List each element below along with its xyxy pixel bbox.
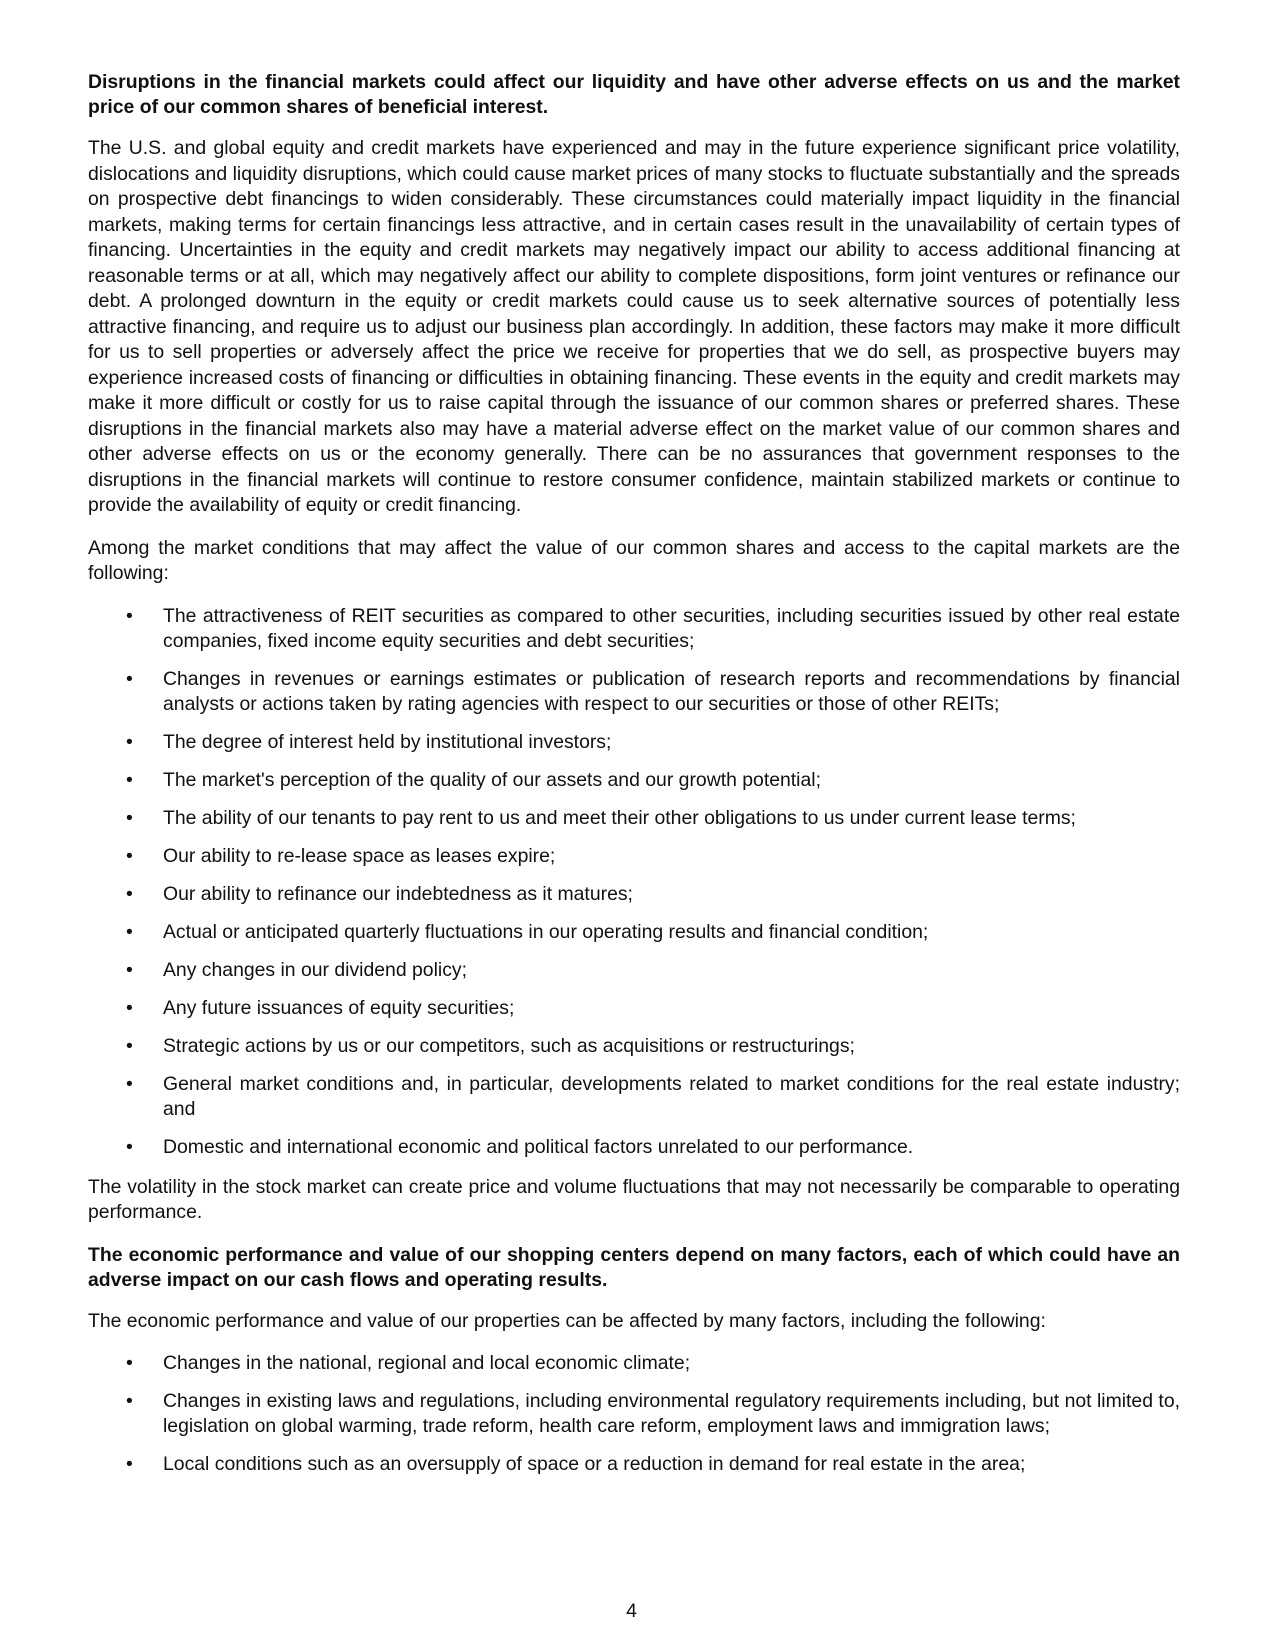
list-item — [88, 667, 1180, 717]
bullet-marker: • — [126, 920, 133, 943]
list-item-text: Changes in revenues or earnings estimates or publication of research reports and recommendations by financial analysts or actions taken by rating agencies with respect to our securities or those of other REITs; — [163, 667, 1180, 715]
list-item-text: General market conditions and, in particular, developments related to market conditions for the real estate industry; and — [163, 1072, 1180, 1120]
list-item — [88, 1351, 1180, 1376]
market-conditions-list — [88, 604, 1180, 1160]
list-item-text: Our ability to refinance our indebtedness as it matures; — [163, 882, 633, 905]
list-item-text: Local conditions such as an oversupply of space or a reduction in demand for real estate in the area; — [163, 1453, 1026, 1475]
list-item-text: Any changes in our dividend policy; — [163, 958, 467, 981]
list-item-text: Strategic actions by us or our competitors, such as acquisitions or restructurings; — [163, 1034, 855, 1057]
bullet-marker: • — [126, 1135, 133, 1158]
bullet-marker: • — [126, 1352, 133, 1374]
list-item — [88, 768, 1180, 793]
list-item-text: The market's perception of the quality of our assets and our growth potential; — [163, 768, 821, 791]
list-item — [88, 882, 1180, 907]
list-item-text: Actual or anticipated quarterly fluctuations in our operating results and financial condition; — [163, 920, 929, 943]
list-item-text: Our ability to re-lease space as leases expire; — [163, 844, 556, 867]
bullet-marker: • — [126, 730, 133, 753]
bullet-marker: • — [126, 667, 133, 690]
list-item-text: Changes in existing laws and regulations, including environmental regulatory requirements including, but not limited to, legislation on global warming, trade reform, health care reform, employment laws and immigration laws; — [163, 1390, 1180, 1437]
paragraph-economic-performance-intro: The economic performance and value of our properties can be affected by many factors, including the following: — [88, 1309, 1046, 1332]
list-item — [88, 996, 1180, 1021]
bullet-marker: • — [126, 1072, 133, 1095]
list-item — [88, 1452, 1180, 1477]
economic-factors-list — [88, 1351, 1180, 1477]
paragraph-volatility: The volatility in the stock market can create price and volume fluctuations that may not necessarily be comparable to operating performance. — [88, 1175, 1180, 1223]
list-item — [88, 1389, 1180, 1439]
list-item — [88, 604, 1180, 654]
list-item — [88, 1034, 1180, 1059]
list-item — [88, 1072, 1180, 1122]
list-item — [88, 730, 1180, 755]
list-item-text: The ability of our tenants to pay rent to us and meet their other obligations to us under current lease terms; — [163, 806, 1076, 829]
paragraph-market-disruptions: The U.S. and global equity and credit markets have experienced and may in the future experience significant price volatility, dislocations and liquidity disruptions, which could cause market prices of many stocks to fluctuate substantially and the spreads on prospective debt financings to widen considerably. These circumstances could materially impact liquidity in the financial markets, making terms for certain financings less attractive, and in certain cases result in the unavailability of certain types of financing. Uncertainties in the equity and credit markets may negatively impact our ability to access additional financing at reasonable terms or at all, which may negatively affect our ability to complete dispositions, form joint ventures or refinance our debt. A prolonged downturn in the equity or credit markets could cause us to seek alternative sources of potentially less attractive financing, and require us to adjust our business plan accordingly. In addition, these factors may make it more difficult for us to sell properties or adversely affect the price we receive for properties that we do sell, as prospective buyers may experience increased costs of financing or difficulties in obtaining financing. These events in the equity and credit markets may make it more difficult or costly for us to raise capital through the issuance of our common shares or preferred shares. These disruptions in the financial markets also may have a material adverse effect on the market value of our common shares and other adverse effects on us or the economy generally. There can be no assurances that government responses to the disruptions in the financial markets will continue to restore consumer confidence, maintain stabilized markets or continue to provide the availability of equity or credit financing. — [88, 137, 1180, 516]
paragraph-market-conditions-intro: Among the market conditions that may affect the value of our common shares and access to the capital markets are the following: — [88, 536, 1180, 584]
list-item-text: The attractiveness of REIT securities as compared to other securities, including securities issued by other real estate companies, fixed income equity securities and debt securities; — [163, 604, 1180, 652]
section-heading-economic-performance: The economic performance and value of our shopping centers depend on many factors, each of which could have an adverse impact on our cash flows and operating results. — [88, 1243, 1180, 1291]
list-item — [88, 958, 1180, 983]
list-item — [88, 844, 1180, 869]
list-item-text: The degree of interest held by institutional investors; — [163, 730, 612, 753]
bullet-marker: • — [126, 604, 133, 627]
list-item — [88, 806, 1180, 831]
bullet-marker: • — [126, 1453, 133, 1475]
bullet-marker: • — [126, 996, 133, 1019]
list-item-text: Any future issuances of equity securities; — [163, 996, 515, 1019]
list-item — [88, 920, 1180, 945]
bullet-marker: • — [126, 844, 133, 867]
list-item-text: Changes in the national, regional and local economic climate; — [163, 1352, 691, 1374]
list-item — [88, 1135, 1180, 1160]
list-item-text: Domestic and international economic and political factors unrelated to our performance. — [163, 1135, 914, 1158]
bullet-marker: • — [126, 1034, 133, 1057]
bullet-marker: • — [126, 806, 133, 829]
bullet-marker: • — [126, 958, 133, 981]
page-number: 4 — [626, 1600, 637, 1622]
bullet-marker: • — [126, 1390, 133, 1412]
bullet-marker: • — [126, 882, 133, 905]
document-page — [88, 70, 1180, 1492]
section-heading-market-disruptions: Disruptions in the financial markets could affect our liquidity and have other adverse effects on us and the market price of our common shares of beneficial interest. — [88, 71, 1180, 118]
bullet-marker: • — [126, 768, 133, 791]
